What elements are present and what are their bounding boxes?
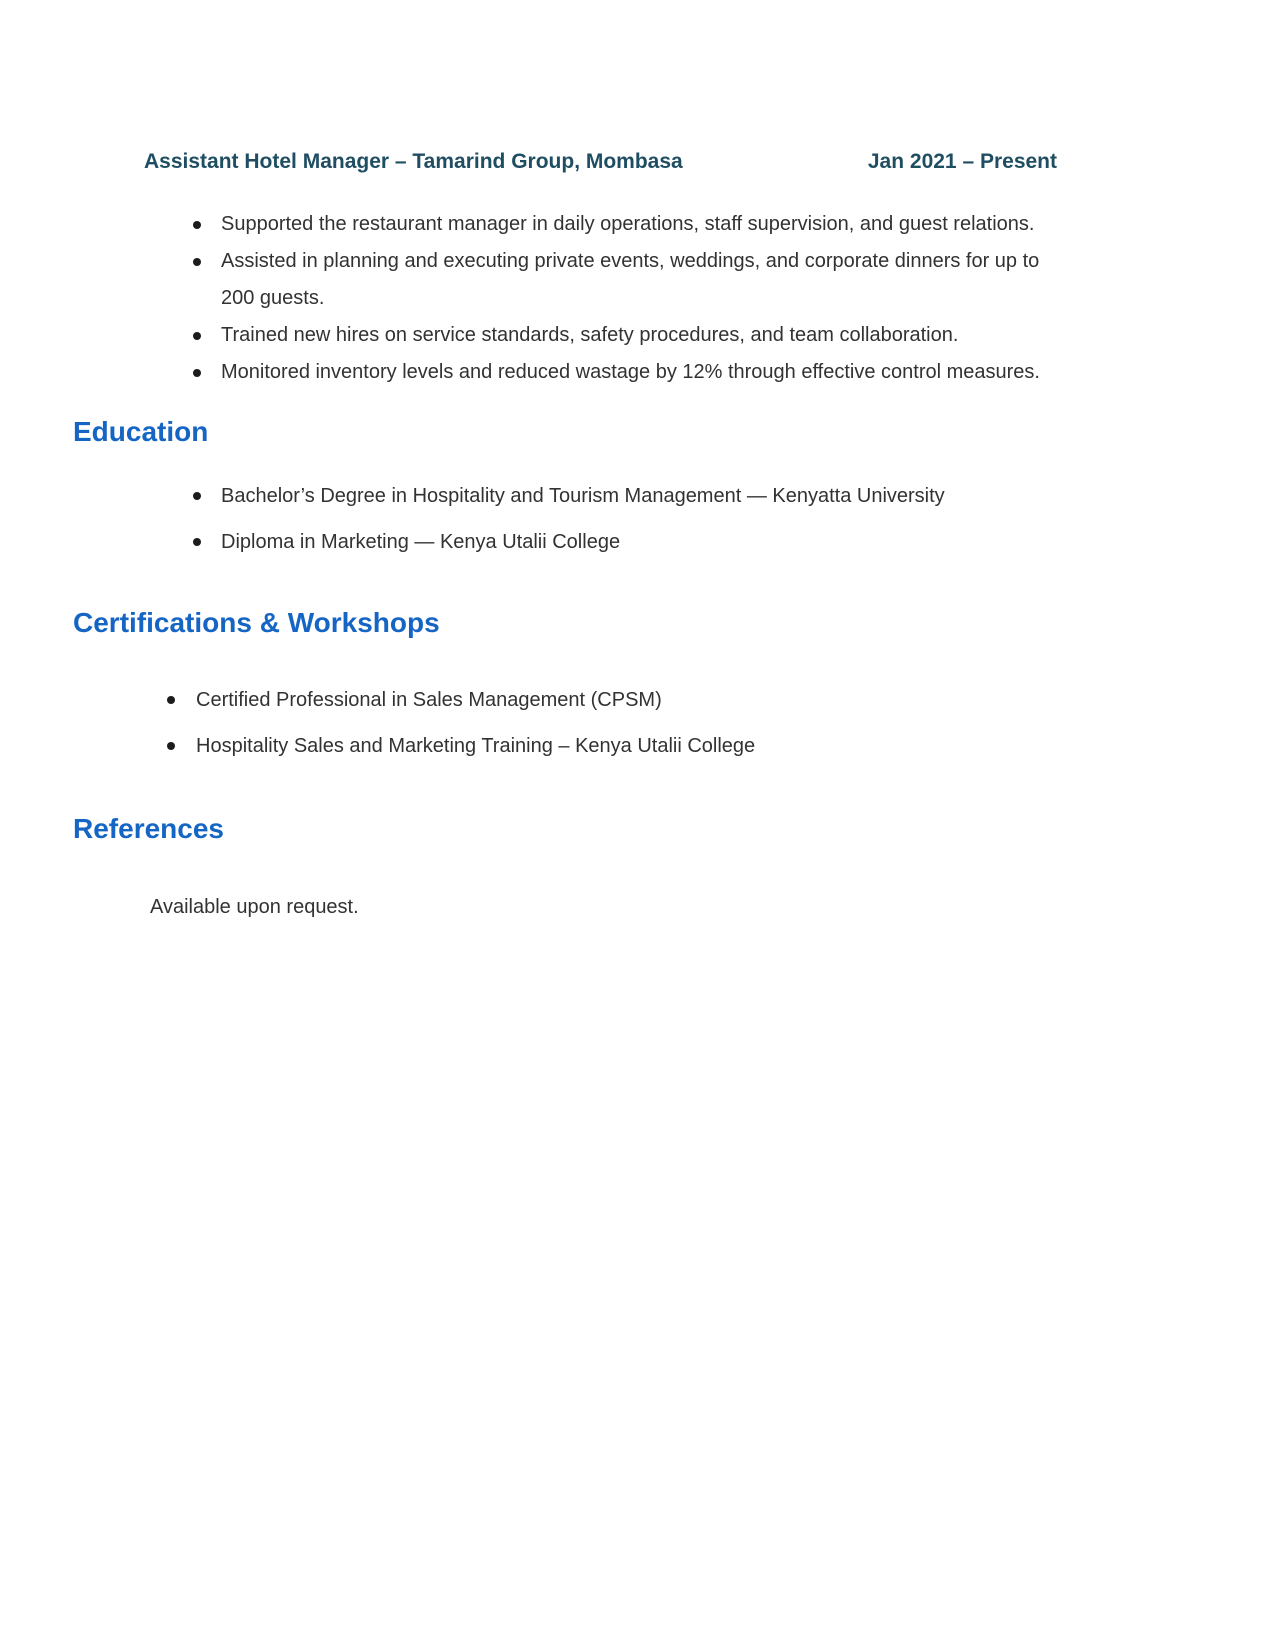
bullet-dot <box>193 258 201 266</box>
certifications-bullet-list <box>167 682 1275 764</box>
bullet-dot <box>193 538 201 546</box>
bullet-dot <box>193 492 201 500</box>
certification-bullet <box>167 682 1275 718</box>
experience-bullet <box>193 317 1275 354</box>
education-bullet-list <box>193 478 1275 560</box>
section-heading-certifications: Certifications & Workshops <box>73 607 440 638</box>
bullet-dot <box>193 369 201 377</box>
experience-bullet <box>193 354 1275 391</box>
certification-bullet-text: Hospitality Sales and Marketing Training – Kenya Utalii College <box>196 735 756 757</box>
education-bullet-text: Bachelor’s Degree in Hospitality and Tourism Management — Kenyatta University <box>221 485 945 507</box>
certification-bullet-text: Certified Professional in Sales Management (CPSM) <box>196 689 662 711</box>
experience-bullet-list <box>193 206 1275 391</box>
certification-bullet <box>167 728 1275 764</box>
job-date-range: Jan 2021 – Present <box>867 150 1057 173</box>
references-section <box>0 812 1275 925</box>
experience-bullet-text: Supported the restaurant manager in daily operations, staff supervision, and guest relations. <box>221 213 1035 235</box>
bullet-dot <box>167 742 175 750</box>
experience-bullet-text: Assisted in planning and executing private events, weddings, and corporate dinners for up to 200 guests. <box>221 250 1040 309</box>
bullet-dot <box>167 696 175 704</box>
bullet-dot <box>193 221 201 229</box>
education-section <box>0 415 1275 560</box>
experience-bullet-text: Trained new hires on service standards, safety procedures, and team collaboration. <box>221 324 959 346</box>
education-bullet-text: Diploma in Marketing — Kenya Utalii College <box>221 531 621 553</box>
experience-bullet <box>193 243 1275 317</box>
job-title: Assistant Hotel Manager – Tamarind Group, Mombasa <box>144 150 683 173</box>
experience-bullet-text: Monitored inventory levels and reduced wastage by 12% through effective control measures. <box>221 361 1040 383</box>
experience-section <box>0 0 1275 391</box>
references-text: Available upon request. <box>150 896 359 918</box>
job-header <box>144 0 1057 176</box>
experience-bullet <box>193 206 1275 243</box>
section-heading-education: Education <box>73 416 209 447</box>
certifications-section <box>0 606 1275 764</box>
section-heading-references: References <box>73 813 224 844</box>
bullet-dot <box>193 332 201 340</box>
education-bullet <box>193 524 1275 560</box>
education-bullet <box>193 478 1275 514</box>
